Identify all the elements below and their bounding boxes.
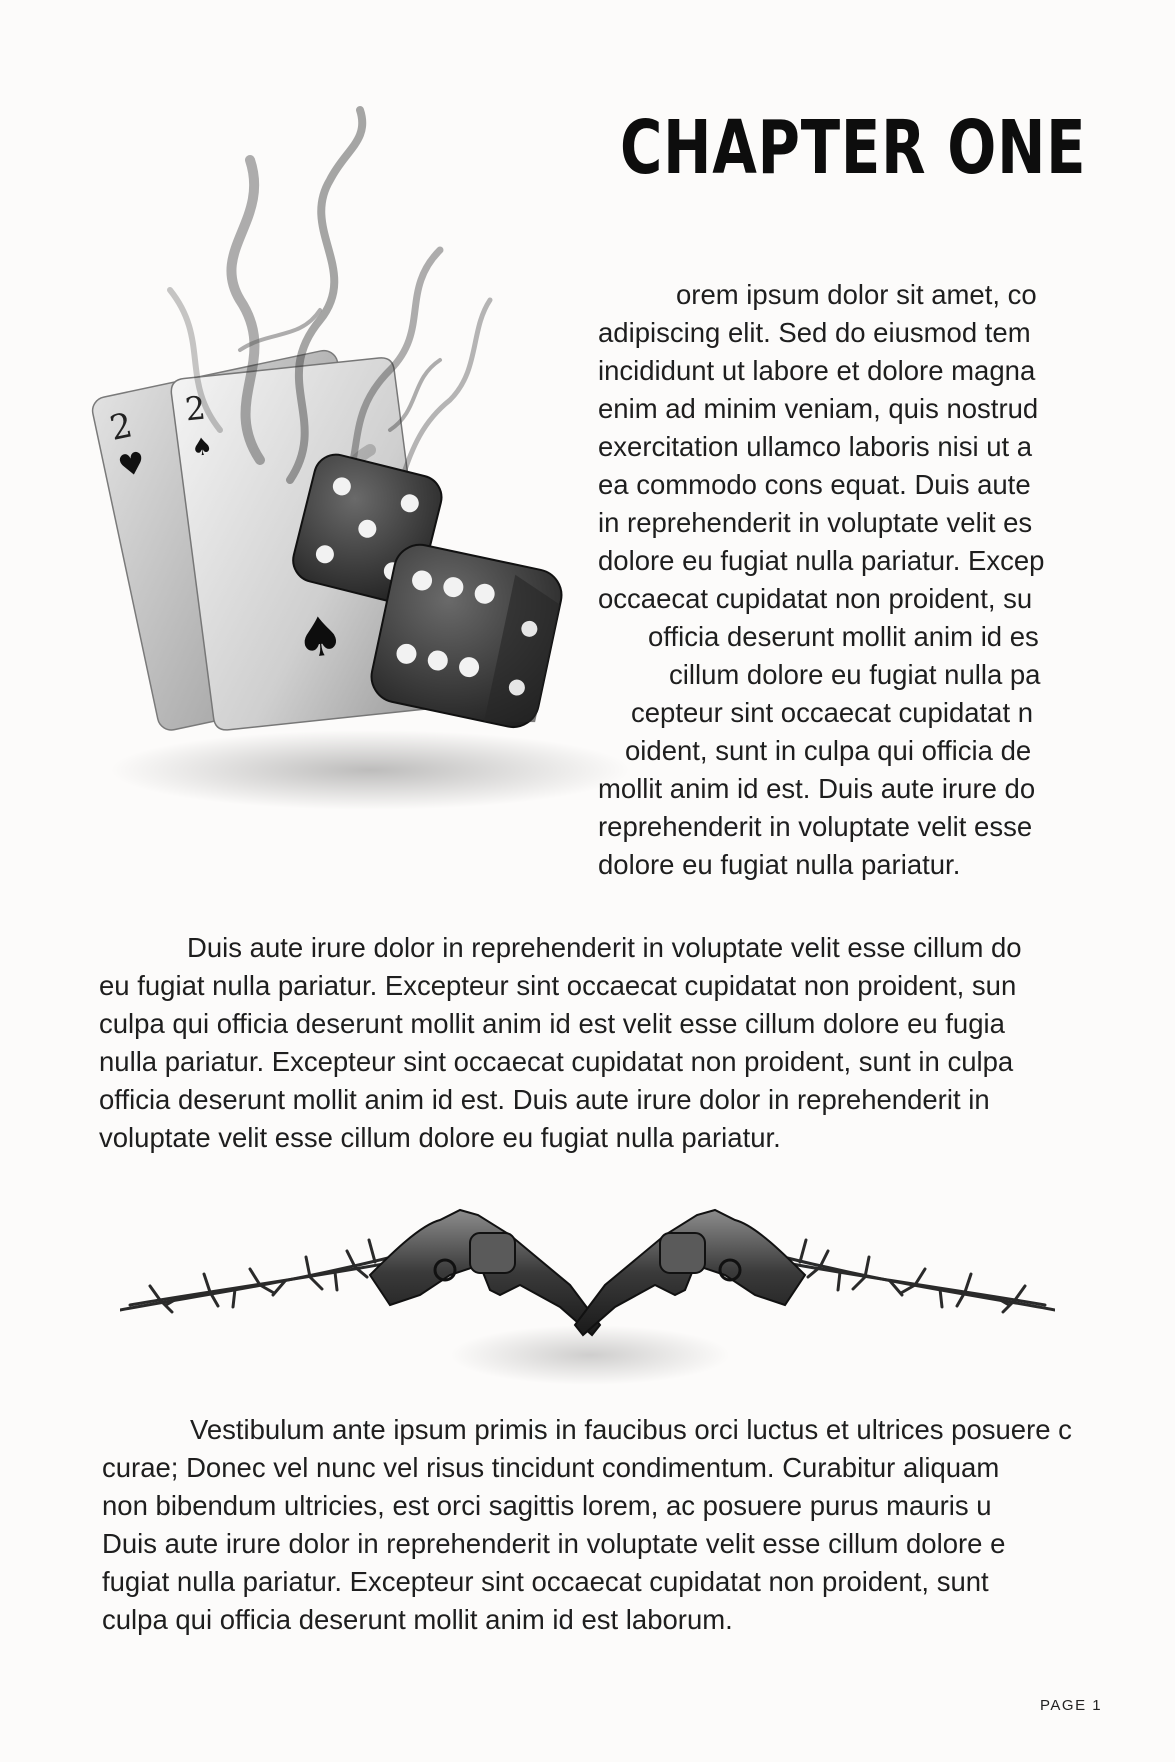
text-line: culpa qui officia deserunt mollit anim id est velit esse cillum dolore eu fugia [99,1008,1005,1039]
text-line: Vestibulum ante ipsum primis in faucibus orci luctus et ultrices posuere c [190,1414,1072,1445]
svg-text:♥: ♥ [115,445,149,486]
text-line: culpa qui officia deserunt mollit anim id est laborum. [102,1604,733,1635]
paragraph-first [0,276,1076,884]
text-line: non bibendum ultricies, est orci sagittis lorem, ac posuere purus mauris u [102,1490,992,1521]
card-rank-back: 2 [106,405,136,449]
text-line: cillum dolore eu fugiat nulla pa [669,659,1041,690]
text-line: mollit anim id est. Duis aute irure do [598,773,1036,804]
text-line: curae; Donec vel nunc vel risus tincidunt condimentum. Curabitur aliquam [102,1452,1000,1483]
text-line: incididunt ut labore et dolore magna [598,355,1036,386]
paragraph-second [99,929,1074,1157]
text-line: nulla pariatur. Excepteur sint occaecat cupidatat non proident, sunt in culpa [99,1046,1014,1077]
text-line: cepteur sint occaecat cupidatat n [631,697,1034,728]
text-line: dolore eu fugiat nulla pariatur. Excep [598,545,1045,576]
text-line: in reprehenderit in voluptate velit es [598,507,1033,538]
text-line: dolore eu fugiat nulla pariatur. [598,849,961,880]
card-rank-front: 2 [183,388,208,429]
svg-text:♠: ♠ [292,603,348,672]
text-line: officia deserunt mollit anim id es [648,621,1039,652]
text-line: occaecat cupidatat non proident, su [598,583,1033,614]
svg-text:♠: ♠ [189,431,215,463]
chapter-title: CHAPTER ONE [620,105,1087,191]
page-number: PAGE 1 [1040,1697,1103,1714]
text-line: ea commodo cons equat. Duis aute [598,469,1031,500]
text-line: voluptate velit esse cillum dolore eu fugiat nulla pariatur. [99,1122,781,1153]
text-line: fugiat nulla pariatur. Excepteur sint occaecat cupidatat non proident, sunt [102,1566,989,1597]
text-line: adipiscing elit. Sed do eiusmod tem [598,317,1031,348]
text-line: enim ad minim veniam, quis nostrud [598,393,1039,424]
text-line: Duis aute irure dolor in reprehenderit in voluptate velit esse cillum dolore e [102,1528,1006,1559]
text-line: reprehenderit in voluptate velit esse [598,811,1033,842]
text-line: Duis aute irure dolor in reprehenderit in voluptate velit esse cillum do [187,932,1022,963]
crossed-revolvers-barbed-wire-icon [120,1195,1055,1395]
text-line: exercitation ullamco laboris nisi ut a [598,431,1033,462]
paragraph-third [102,1411,1075,1639]
text-line: oident, sunt in culpa qui officia de [625,735,1032,766]
text-line: eu fugiat nulla pariatur. Excepteur sint occaecat cupidatat non proident, sun [99,970,1017,1001]
text-line: officia deserunt mollit anim id est. Duis aute irure dolor in reprehenderit in [99,1084,990,1115]
text-line: orem ipsum dolor sit amet, co [676,279,1037,310]
